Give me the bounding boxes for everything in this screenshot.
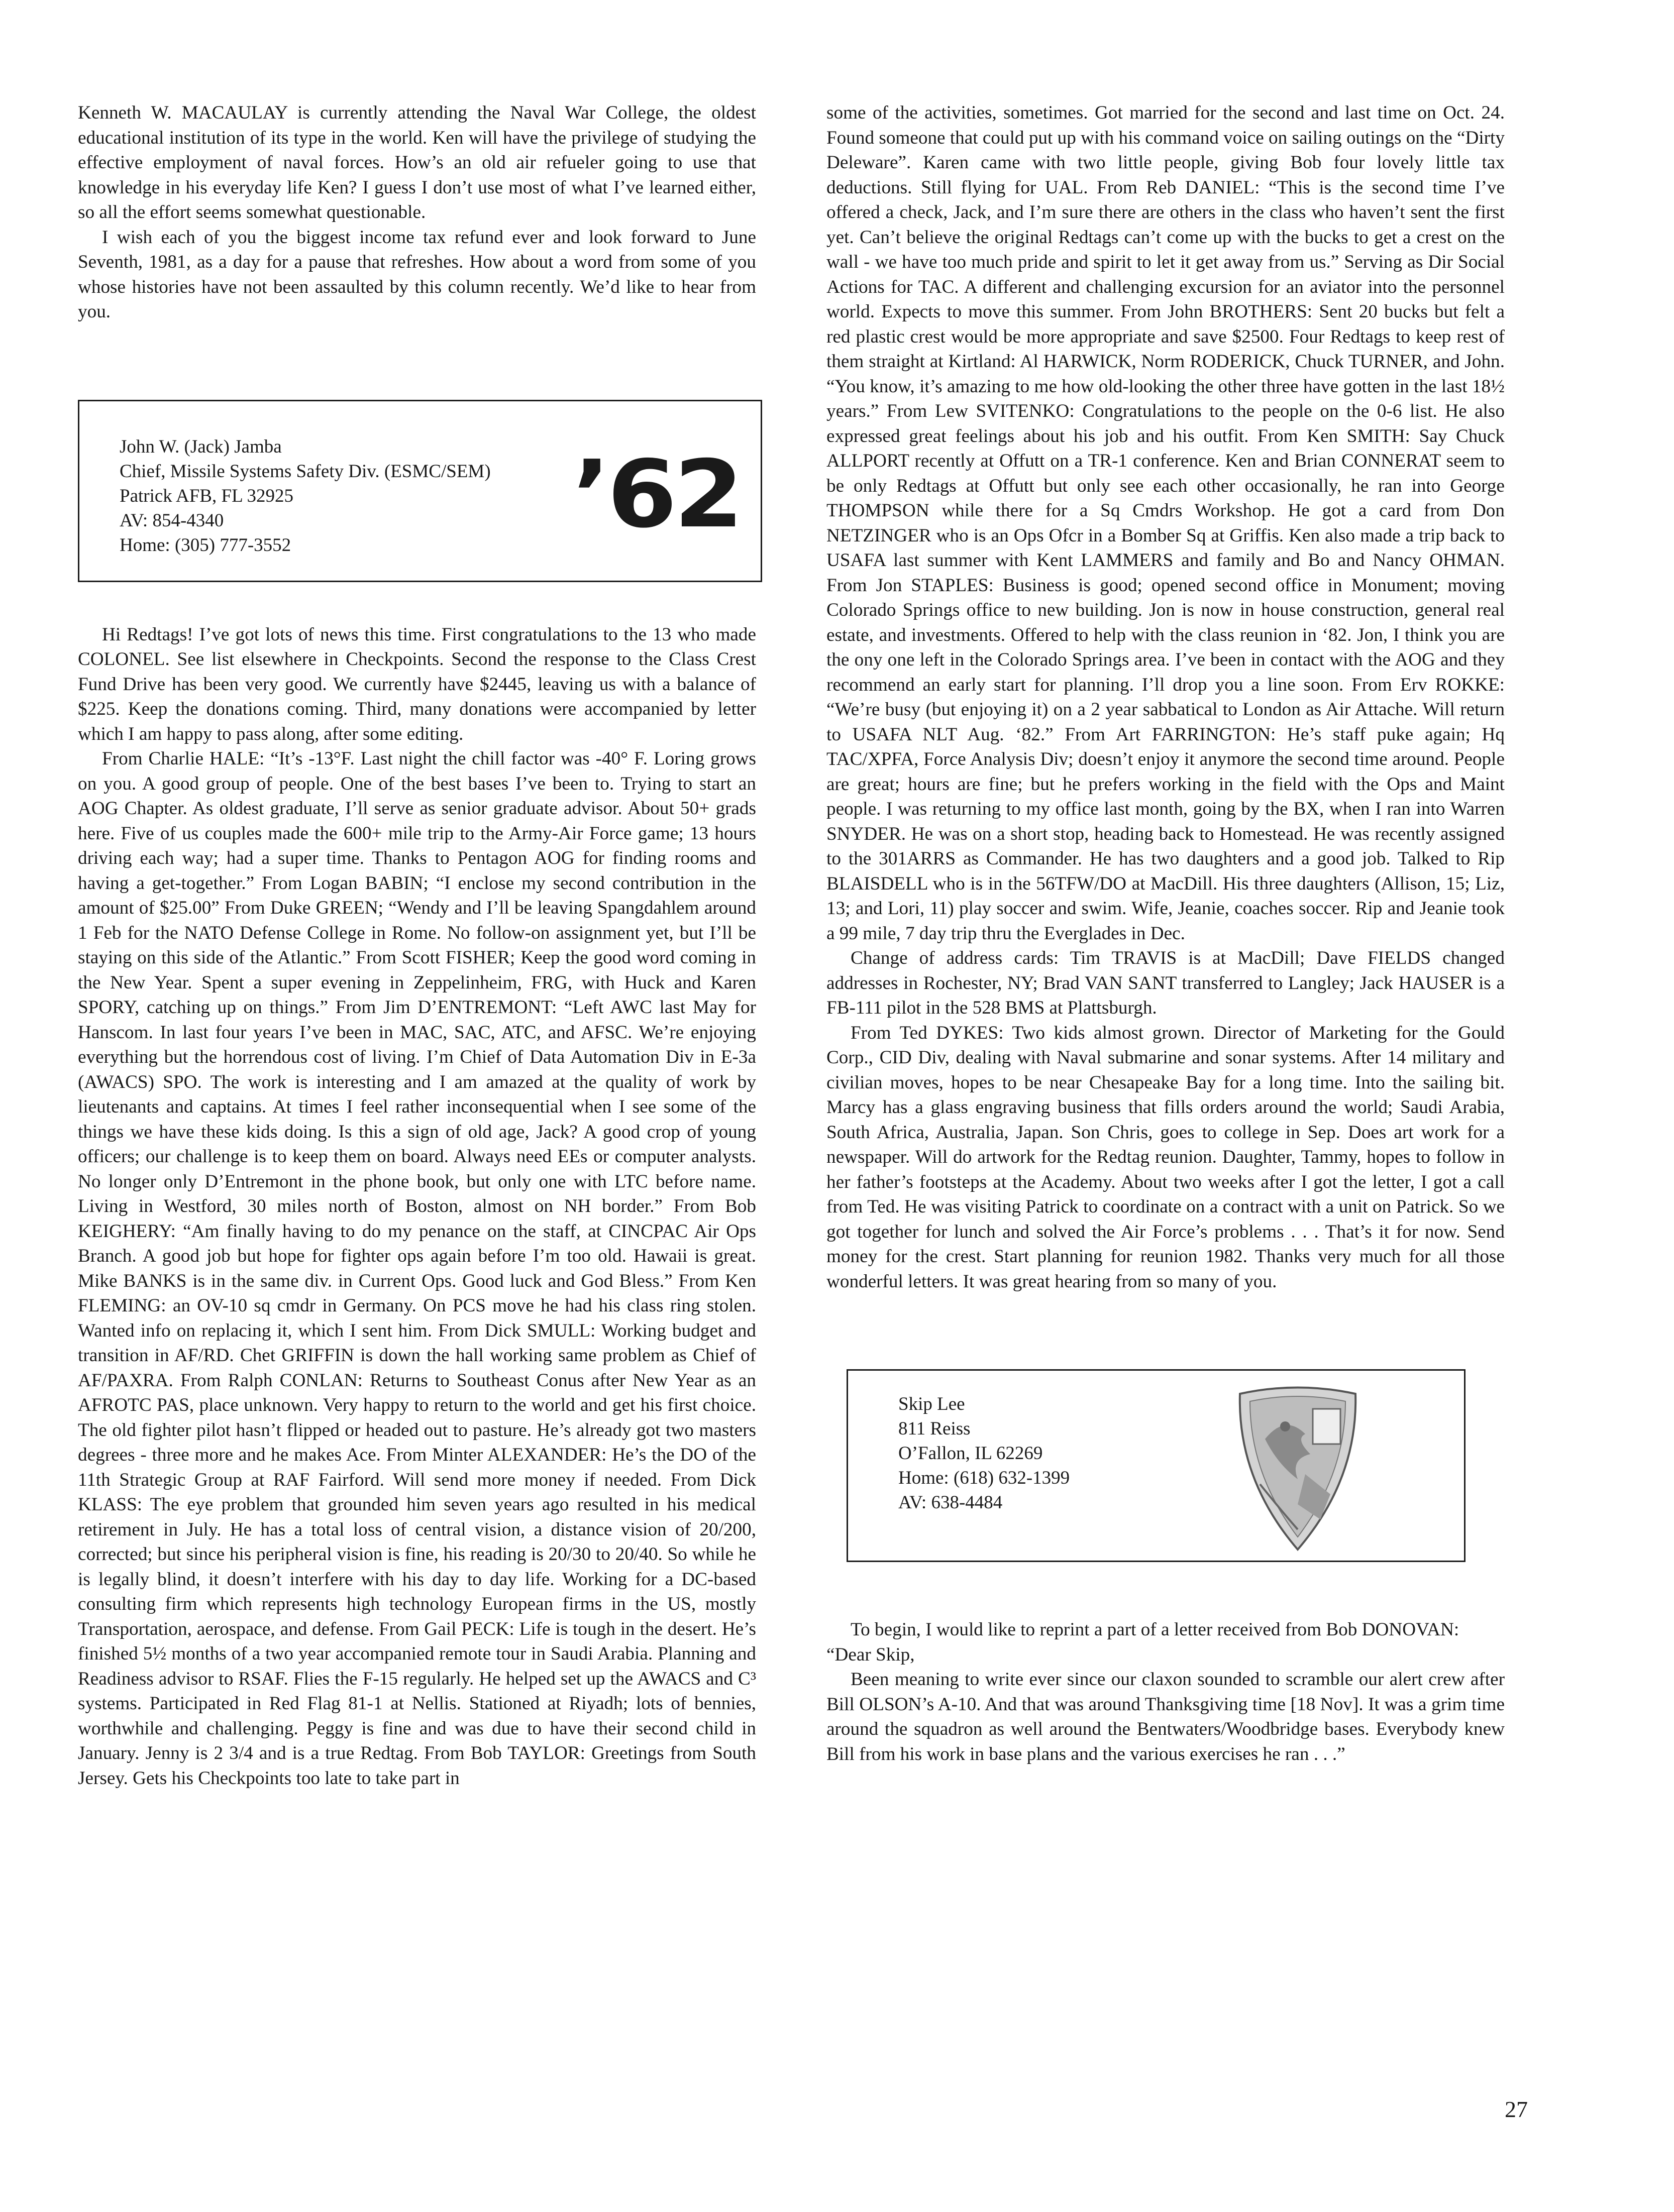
correspondent-address: Patrick AFB, FL 32925 <box>120 485 294 506</box>
correspondent-name: Skip Lee <box>898 1394 965 1414</box>
article-paragraph: some of the activities, sometimes. Got married for the second and last time on Oct. 24. Found someone that could put up with his command voice on sailing outings on the “Dirty Deleware”. Karen came with two little people, giving Bob four lovely little tax deductions. Still flying for UAL. From Reb DANIEL: “This is the second time I’ve offered a check, Jack, and I’m sure there are others in the class who haven’t sent the first yet. Can’t believe the original Redtags can’t come up with the bucks to get a crest on the wall - we have too much pride and spirit to let it get away from us.” Serving as Dir Social Actions for TAC. A different and challenging excursion for an aviator into the personnel world. Expects to move this summer. From John BROTHERS: Sent 20 bucks but felt a red plastic crest would be more appropriate and save $2500. Four Redtags to keep rest of them straight at Kirtland: Al HARWICK, Norm RODERICK, Chuck TURNER, and John. “You know, it’s amazing to me how old-looking the other three have gotten in the last 18½ years.” From Lew SVITENKO: Congratulations to the people on the 0-6 list. He also expressed great feelings about his job and his outfit. From Ken SMITH: Say Chuck ALLPORT recently at Offutt on a TR-1 conference. Ken and Brian CONNERAT seem to be only Redtags at Offutt but only see each other occasionally, he ran into George THOMPSON while there for a Sq Cmdrs Workshop. He got a card from Don NETZINGER who is an Ops Ofcr in a Bomber Sq at Griffis. Ken also made a trip back to USAFA last summer with Kent LAMMERS and family and Bo and Nancy OHMAN. From Jon STAPLES: Business is good; opened second office in Monument; moving Colorado Springs office to new building. Jon is now in house construction, general real estate, and investments. Offered to help with the class reunion in ‘82. Jon, I think you are the ony one left in the Colorado Springs area. I’ve been in contact with the AOG and they recommend an early start for planning. I’ll drop you a line soon. From Erv ROKKE: “We’re busy (but enjoying it) on a 2 year sabbatical to London as Air Attache. Will return to USAFA NLT Aug. ‘82.” From Art FARRINGTON: He’s staff puke again; Hq TAC/XPFA, Force Analysis Div; doesn’t enjoy it anymore the second time around. People are great; hours are fine; but he prefers working in the field with the Ops and Maint people. I was returning to my office last month, going by the BX, when I ran into Warren SNYDER. He was on a short stop, heading back to Homestead. He was recently assigned to the 301ARRS as Commander. He has two daughters and a good job. Talked to Rip BLAISDELL who is in the 56TFW/DO at MacDill. His three daughters (Allison, 15; Liz, 13; and Lori, 11) play soccer and swim. Wife, Jeanie, coaches soccer. Rip and Jeanie took a 99 mile, 7 day trip thru the Everglades in Dec. <box>826 102 1505 944</box>
right-column <box>826 100 1505 1766</box>
correspondent-name: John W. (Jack) Jamba <box>120 436 282 457</box>
correspondent-home-phone: Home: (305) 777-3552 <box>120 534 291 556</box>
article-paragraph: To begin, I would like to reprint a part of a letter received from Bob DONOVAN: <box>851 1619 1459 1640</box>
correspondent-city: O’Fallon, IL 62269 <box>898 1443 1043 1464</box>
correspondent-av-phone: AV: 854-4340 <box>120 510 224 531</box>
correspondent-street: 811 Reiss <box>898 1418 971 1439</box>
article-paragraph: I wish each of you the biggest income tax refund ever and look forward to June Seventh, 1981, as a day for a pause that refreshes. How about a word from some of you whose histories have not been assaulted by this column recently. We’d like to hear from you. <box>78 227 756 322</box>
article-paragraph: Hi Redtags! I’ve got lots of news this time. First congratulations to the 13 who made COLONEL. See list elsewhere in Checkpoints. Second the response to the Class Crest Fund Drive has been very good. We currently have $2445, leaving us with a balance of $225. Keep the donations coming. Third, many donations were accompanied by letter which I am happy to pass along, after some editing. <box>78 624 756 744</box>
class-crest-63-icon <box>1230 1379 1366 1555</box>
correspondent-title: Chief, Missile Systems Safety Div. (ESMC/SEM) <box>120 461 491 482</box>
letter-salutation: “Dear Skip, <box>826 1644 915 1665</box>
article-paragraph: Kenneth W. MACAULAY is currently attending the Naval War College, the oldest educational institution of its type in the world. Ken will have the privilege of studying the effective employment of naval forces. How’s an old air refueler going to use that knowledge in his everyday life Ken? I guess I don’t use most of what I’ve learned either, so all the effort seems somewhat questionable. <box>78 102 756 223</box>
article-paragraph: From Charlie HALE: “It’s -13°F. Last night the chill factor was -40° F. Loring grows on you. A good group of people. One of the best bases I’ve been to. Trying to start an AOG Chapter. As oldest graduate, I’ll serve as senior graduate advisor. About 50+ grads here. Five of us couples made the 600+ mile trip to the Army-Air Force game; 13 hours driving each way; had a super time. Thanks to Pentagon AOG for finding rooms and having a get-together.” From Logan BABIN; “I enclose my second contribution in the amount of $25.00” From Duke GREEN; “Wendy and I’ll be leaving Spangdahlem around 1 Feb for the NATO Defense College in Rome. No follow-on assignment yet, but I’ll be staying on this side of the Atlantic.” From Scott FISHER; Keep the good word coming in the New Year. Spent a super evening in Zeppelinheim, FRG, with Huck and Karen SPORY, catching up on things.” From Jim D’ENTREMONT: “Left AWC last May for Hanscom. In last four years I’ve been in MAC, SAC, ATC, and AFSC. We’re enjoying everything but the horrendous cost of living. I’m Chief of Data Automation Div in E-3a (AWACS) SPO. The work is interesting and I am amazed at the quality of work by lieutenants and captains. At times I feel rather inconsequential when I see some of the things we have these kids doing. Is this a sign of old age, Jack? A good crop of young officers; our challenge is to keep them on board. Always need EEs or computer analysts. No longer only D’Entremont in the phone book, but only one with LTC before name. Living in Westford, 30 miles north of Boston, almost on NH border.” From Bob KEIGHERY: “Am finally having to do my penance on the staff, at CINCPAC Air Ops Branch. A good job but hope for fighter ops again before I’m too old. Hawaii is great. Mike BANKS is in the same div. in Current Ops. Good luck and God Bless.” From Ken FLEMING: an OV-10 sq cmdr in Germany. On PCS move he had his class ring stolen. Wanted info on replacing it, which I sent him. From Dick SMULL: Working budget and transition in AF/RD. Chet GRIFFIN is down the hall working same problem as Chief of AF/PAXRA. From Ralph CONLAN: Returns to Southeast Conus after New Year as an AFROTC PAS, place unknown. Very happy to return to the world and get his first choice. The old fighter pilot hasn’t flipped or headed out to pasture. He’s already got two masters degrees - three more and he makes Ace. From Minter ALEXANDER: He’s the DO of the 11th Strategic Group at RAF Fairford. Will send more money if needed. From Dick KLASS: The eye problem that grounded him seven years ago resulted in his medical retirement in July. He has a total loss of central vision, a distance vision of 20/200, corrected; but since his peripheral vision is fine, his reading is 20/30 to 20/40. So while he is legally blind, it doesn’t interfere with his day to day life. Working for a DC-based consulting firm which represents high technology European firms in the US, mostly Transportation, aerospace, and defense. From Gail PECK: Life is tough in the desert. He’s finished 5½ months of a two year accompanied remote tour in Saudi Arabia. Planning and Readiness advisor to RSAF. Flies the F-15 regularly. He helped set up the AWACS and C³ systems. Participated in Red Flag 81-1 at Nellis. Stationed at Riyadh; lots of bennies, worthwhile and challenging. Peggy is fine and was due to have their second child in January. Jenny is 2 3/4 and is a true Redtag. From Bob TAYLOR: Greetings from South Jersey. Gets his Checkpoints too late to take part in <box>78 748 756 1789</box>
correspondent-av-phone: AV: 638-4484 <box>898 1492 1003 1513</box>
class-1962-contact-box <box>78 400 762 582</box>
class-1963-contact-box <box>847 1369 1466 1562</box>
left-column <box>78 100 756 1791</box>
article-paragraph: Been meaning to write ever since our claxon sounded to scramble our alert crew after Bill OLSON’s A-10. And that was around Thanksgiving time [18 Nov]. It was a grim time around the squadron as well around the Bentwaters/Woodbridge bases. Everybody knew Bill from his work in base plans and the various exercises he ran . . .” <box>826 1669 1505 1764</box>
correspondent-home-phone: Home: (618) 632-1399 <box>898 1468 1070 1488</box>
page-number: 27 <box>1505 2096 1528 2122</box>
article-paragraph: From Ted DYKES: Two kids almost grown. Director of Marketing for the Gould Corp., CID Div, dealing with Naval submarine and sonar systems. After 14 military and civilian moves, hopes to be near Chesapeake Bay for a long time. Into the sailing bit. Marcy has a glass engraving business that fills orders around the world; Saudi Arabia, South Africa, Australia, Japan. Son Chris, goes to college in Sep. Does art work for a newspaper. Will do artwork for the Redtag reunion. Daughter, Tammy, hopes to follow in her father’s footsteps at the Academy. About two weeks after I got the letter, I got a call from Ted. He was visiting Patrick to coordinate on a contract with a unit on Patrick. So we got together for lunch and solved the Air Force’s problems . . . That’s it for now. Send money for the crest. Start planning for reunion 1982. Thanks very much for all those wonderful letters. It was great hearing from so many of you. <box>826 1022 1505 1292</box>
article-paragraph: Change of address cards: Tim TRAVIS is at MacDill; Dave FIELDS changed addresses in Rochester, NY; Brad VAN SANT transferred to Langley; Jack HAUSER is a FB-111 pilot in the 528 BMS at Plattsburgh. <box>826 948 1505 1018</box>
class-year-heading: ’62 <box>572 439 741 548</box>
